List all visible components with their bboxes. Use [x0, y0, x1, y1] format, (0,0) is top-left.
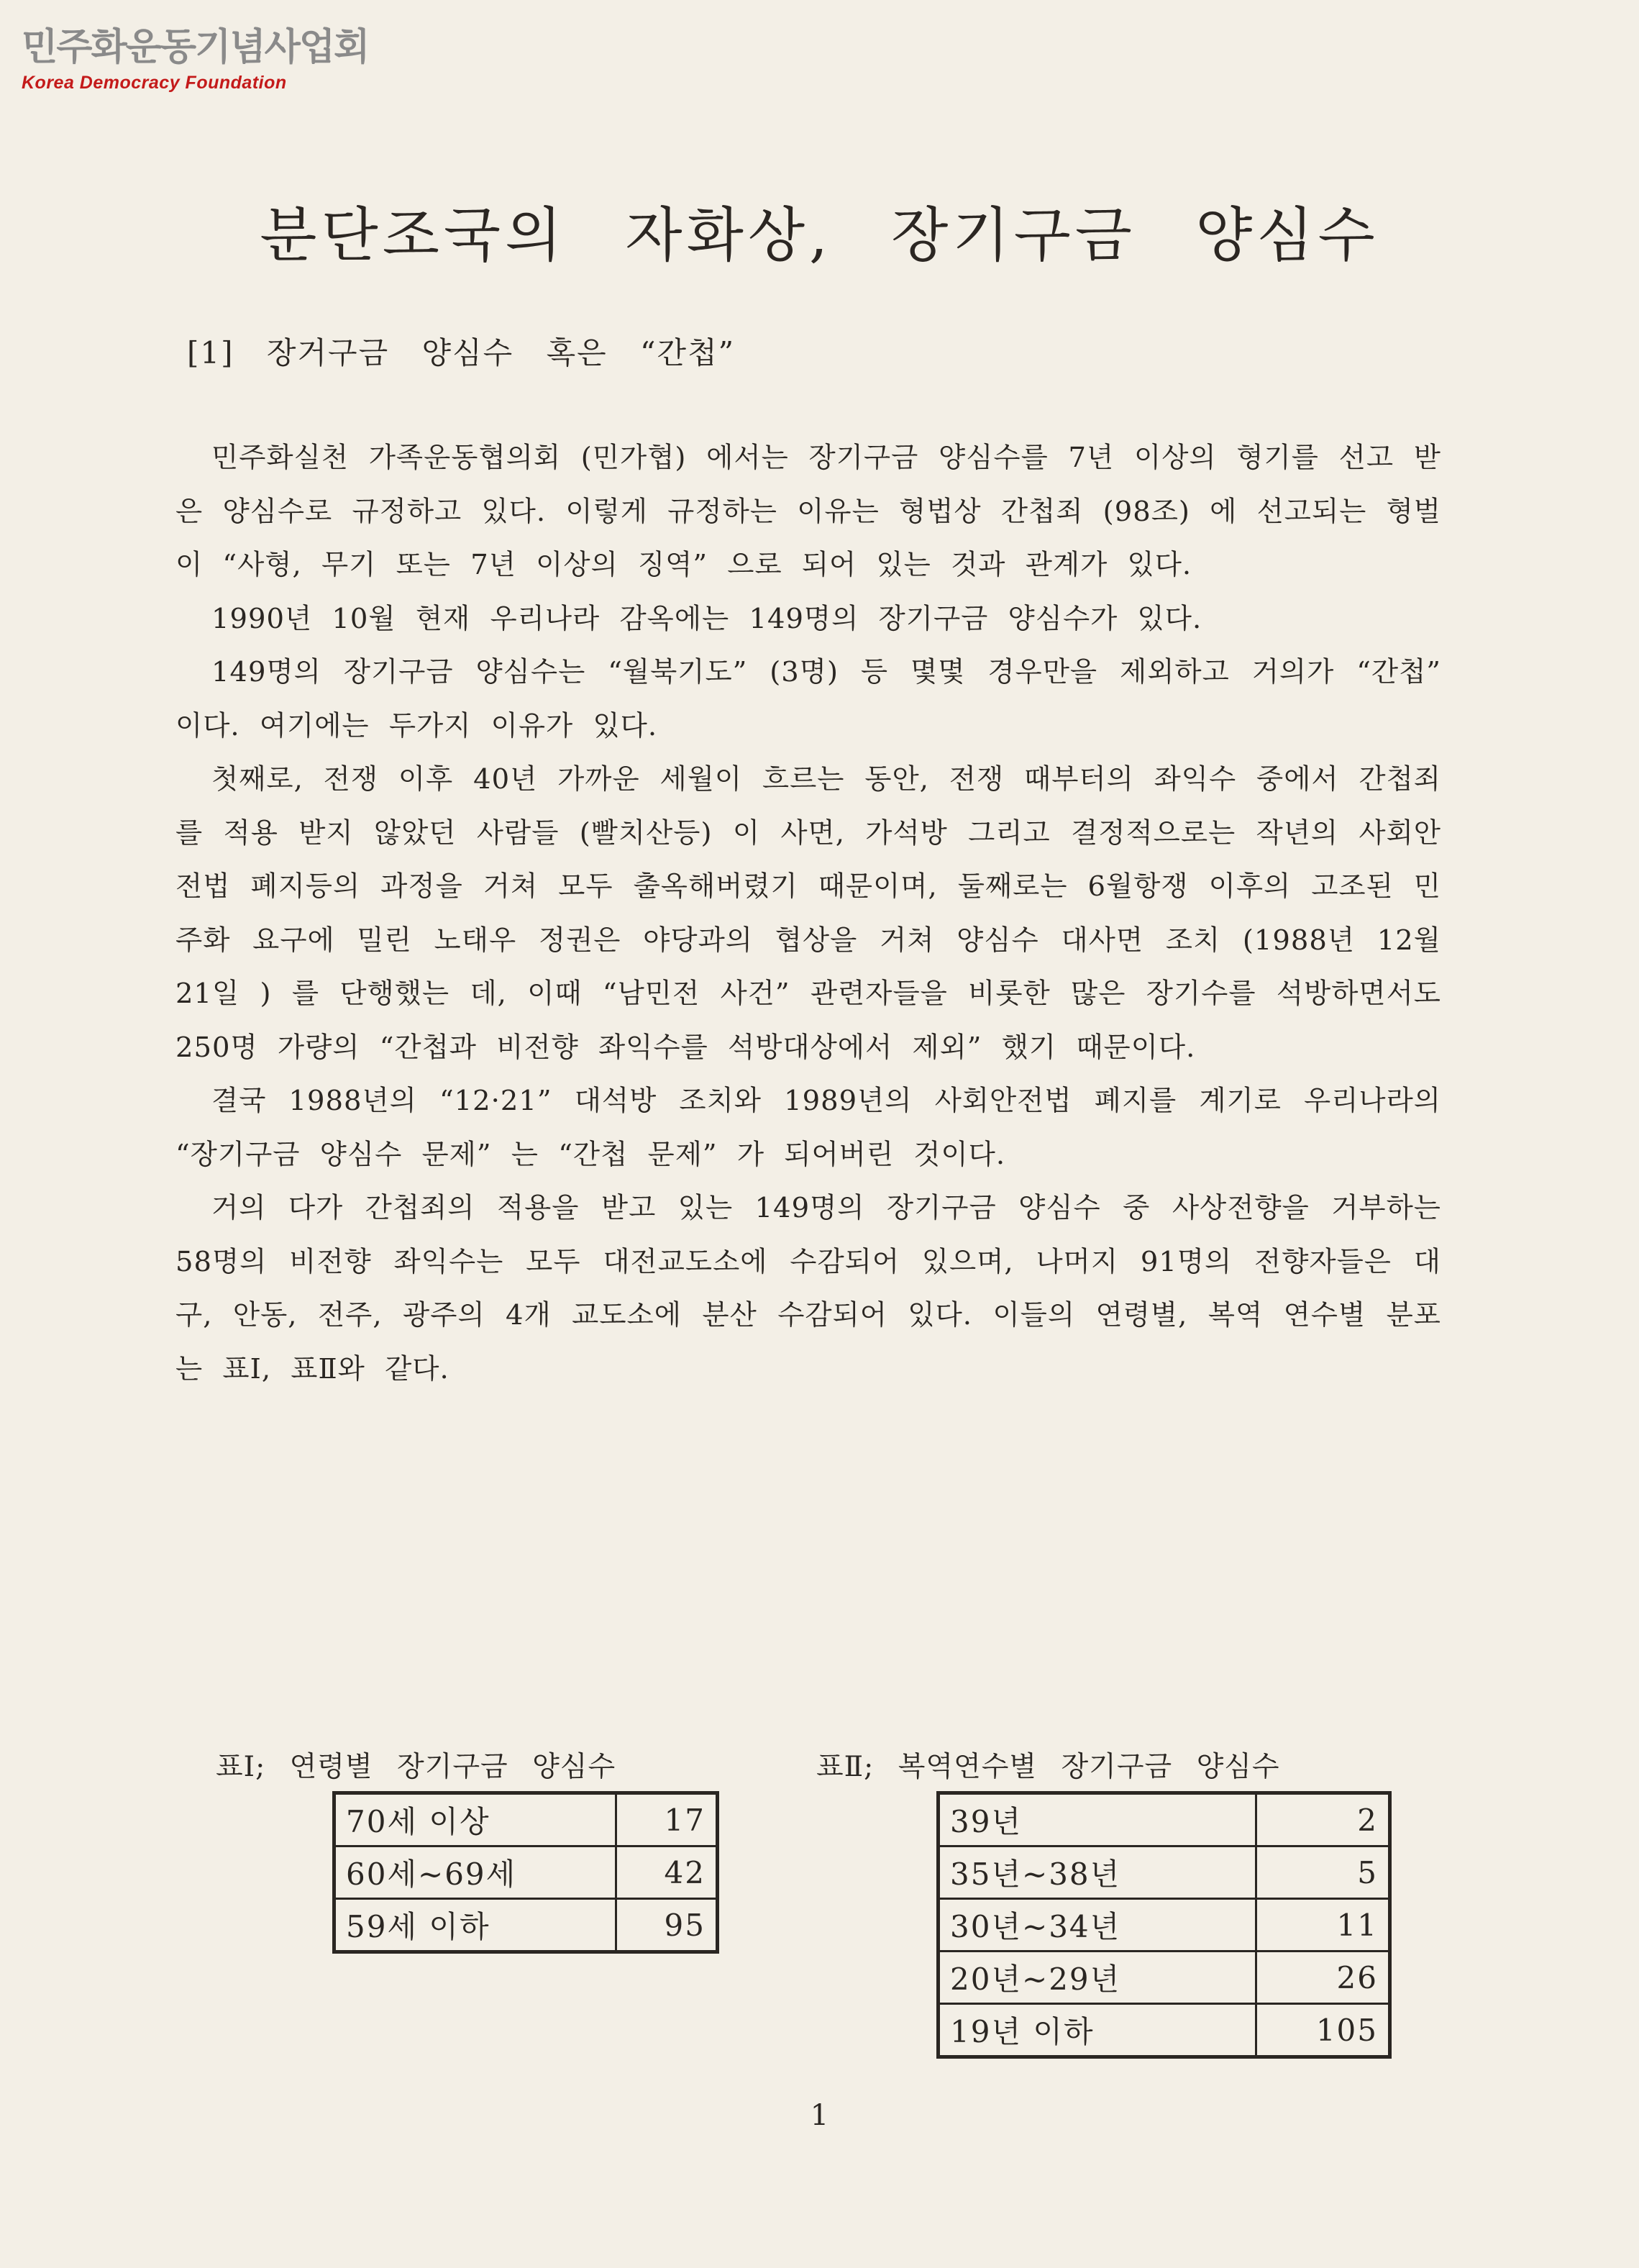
paragraph-3: 149명의 장기구금 양심수는 “월북기도” (3명) 등 몇몇 경우만을 제외하고 거의가 “간첩” 이다. 여기에는 두가지 이유가 있다.	[175, 656, 1441, 742]
table-row	[334, 1793, 718, 1846]
paragraph-2: 1990년 10월 현재 우리나라 감옥에는 149명의 장기구금 양심수가 있다.	[211, 602, 1202, 635]
table-cell-label: 39년	[939, 1793, 1256, 1846]
table-cell-value: 105	[1256, 2004, 1390, 2057]
table-cell-label: 35년~38년	[939, 1846, 1256, 1899]
section-heading-text: 장거구금 양심수 혹은 “간첩”	[266, 335, 736, 370]
table-cell-label: 20년~29년	[939, 1952, 1256, 2004]
table-row	[939, 1846, 1390, 1899]
table-cell-value: 95	[616, 1899, 718, 1952]
section-number: [1]	[187, 335, 234, 370]
table-cell-value: 5	[1256, 1846, 1390, 1899]
table-cell-value: 26	[1256, 1952, 1390, 2004]
page-number: 1	[810, 2099, 829, 2132]
table-years-caption: 표Ⅱ; 복역연수별 장기구금 양심수	[816, 1751, 1280, 1783]
table-cell-value: 17	[616, 1793, 718, 1846]
table-row	[939, 1952, 1390, 2004]
paragraph-1: 민주화실천 가족운동협의회 (민가협) 에서는 장기구금 양심수를 7년 이상의 형기를 선고 받은 양심수로 규정하고 있다. 이렇게 규정하는 이유는 형법상 간첩죄 (98조) 에 선고되는 형벌이 “사형, 무기 또는 7년 이상의 징역” 으로 되어 있는 것과 관계가 있다.	[175, 442, 1441, 581]
table-row	[334, 1899, 718, 1952]
paragraph-6: 거의 다가 간첩죄의 적용을 받고 있는 149명의 장기구금 양심수 중 사상전향을 거부하는 58명의 비전향 좌익수는 모두 대전교도소에 수감되어 있으며, 나머지 91명의 전향자들은 대구, 안동, 전주, 광주의 4개 교도소에 분산 수감되어 있다. 이들의 연령별, 복역 연수별 분포는 표Ⅰ, 표Ⅱ와 같다.	[175, 1192, 1441, 1385]
table-row	[939, 2004, 1390, 2057]
paragraph-4: 첫째로, 전쟁 이후 40년 가까운 세월이 흐르는 동안, 전쟁 때부터의 좌익수 중에서 간첩죄를 적용 받지 않았던 사람들 (빨치산등) 이 사면, 가석방 그리고 결정적으로는 작년의 사회안전법 폐지등의 과정을 거쳐 모두 출옥해버렸기 때문이며, 둘째로는 6월항쟁 이후의 고조된 민주화 요구에 밀린 노태우 정권은 야당과의 협상을 거쳐 양심수 대사면 조치 (1988년 12월 21일 ) 를 단행했는 데, 이때 “남민전 사건” 관련자들을 비롯한 많은 장기수를 석방하면서도 250명 가량의 “간첩과 비전향 좌익수를 석방대상에서 제외” 했기 때문이다.	[175, 763, 1441, 1064]
table-cell-value: 2	[1256, 1793, 1390, 1846]
table-cell-label: 59세 이하	[334, 1899, 616, 1952]
table-row	[939, 1899, 1390, 1952]
table-cell-label: 30년~34년	[939, 1899, 1256, 1952]
section-heading	[187, 329, 735, 373]
table-cell-label: 19년 이하	[939, 2004, 1256, 2057]
watermark-english: Korea Democracy Foundation	[22, 73, 287, 94]
table-cell-label: 60세~69세	[334, 1846, 616, 1899]
table-cell-value: 42	[616, 1846, 718, 1899]
table-years	[936, 1791, 1392, 2059]
table-age	[332, 1791, 719, 1954]
table-cell-value: 11	[1256, 1899, 1390, 1952]
paragraph-5: 결국 1988년의 “12·21” 대석방 조치와 1989년의 사회안전법 폐지를 계기로 우리나라의 “장기구금 양심수 문제” 는 “간첩 문제” 가 되어버린 것이다.	[175, 1085, 1441, 1171]
body-text	[175, 432, 1441, 1396]
table-row	[334, 1846, 718, 1899]
table-age-caption: 표Ⅰ; 연령별 장기구금 양심수	[216, 1751, 616, 1783]
watermark-korean: 민주화운동기념사업회	[22, 26, 369, 69]
table-row	[939, 1793, 1390, 1846]
table-cell-label: 70세 이상	[334, 1793, 616, 1846]
foundation-watermark	[22, 27, 368, 94]
document-title: 분단조국의 자화상, 장기구금 양심수	[260, 201, 1379, 270]
